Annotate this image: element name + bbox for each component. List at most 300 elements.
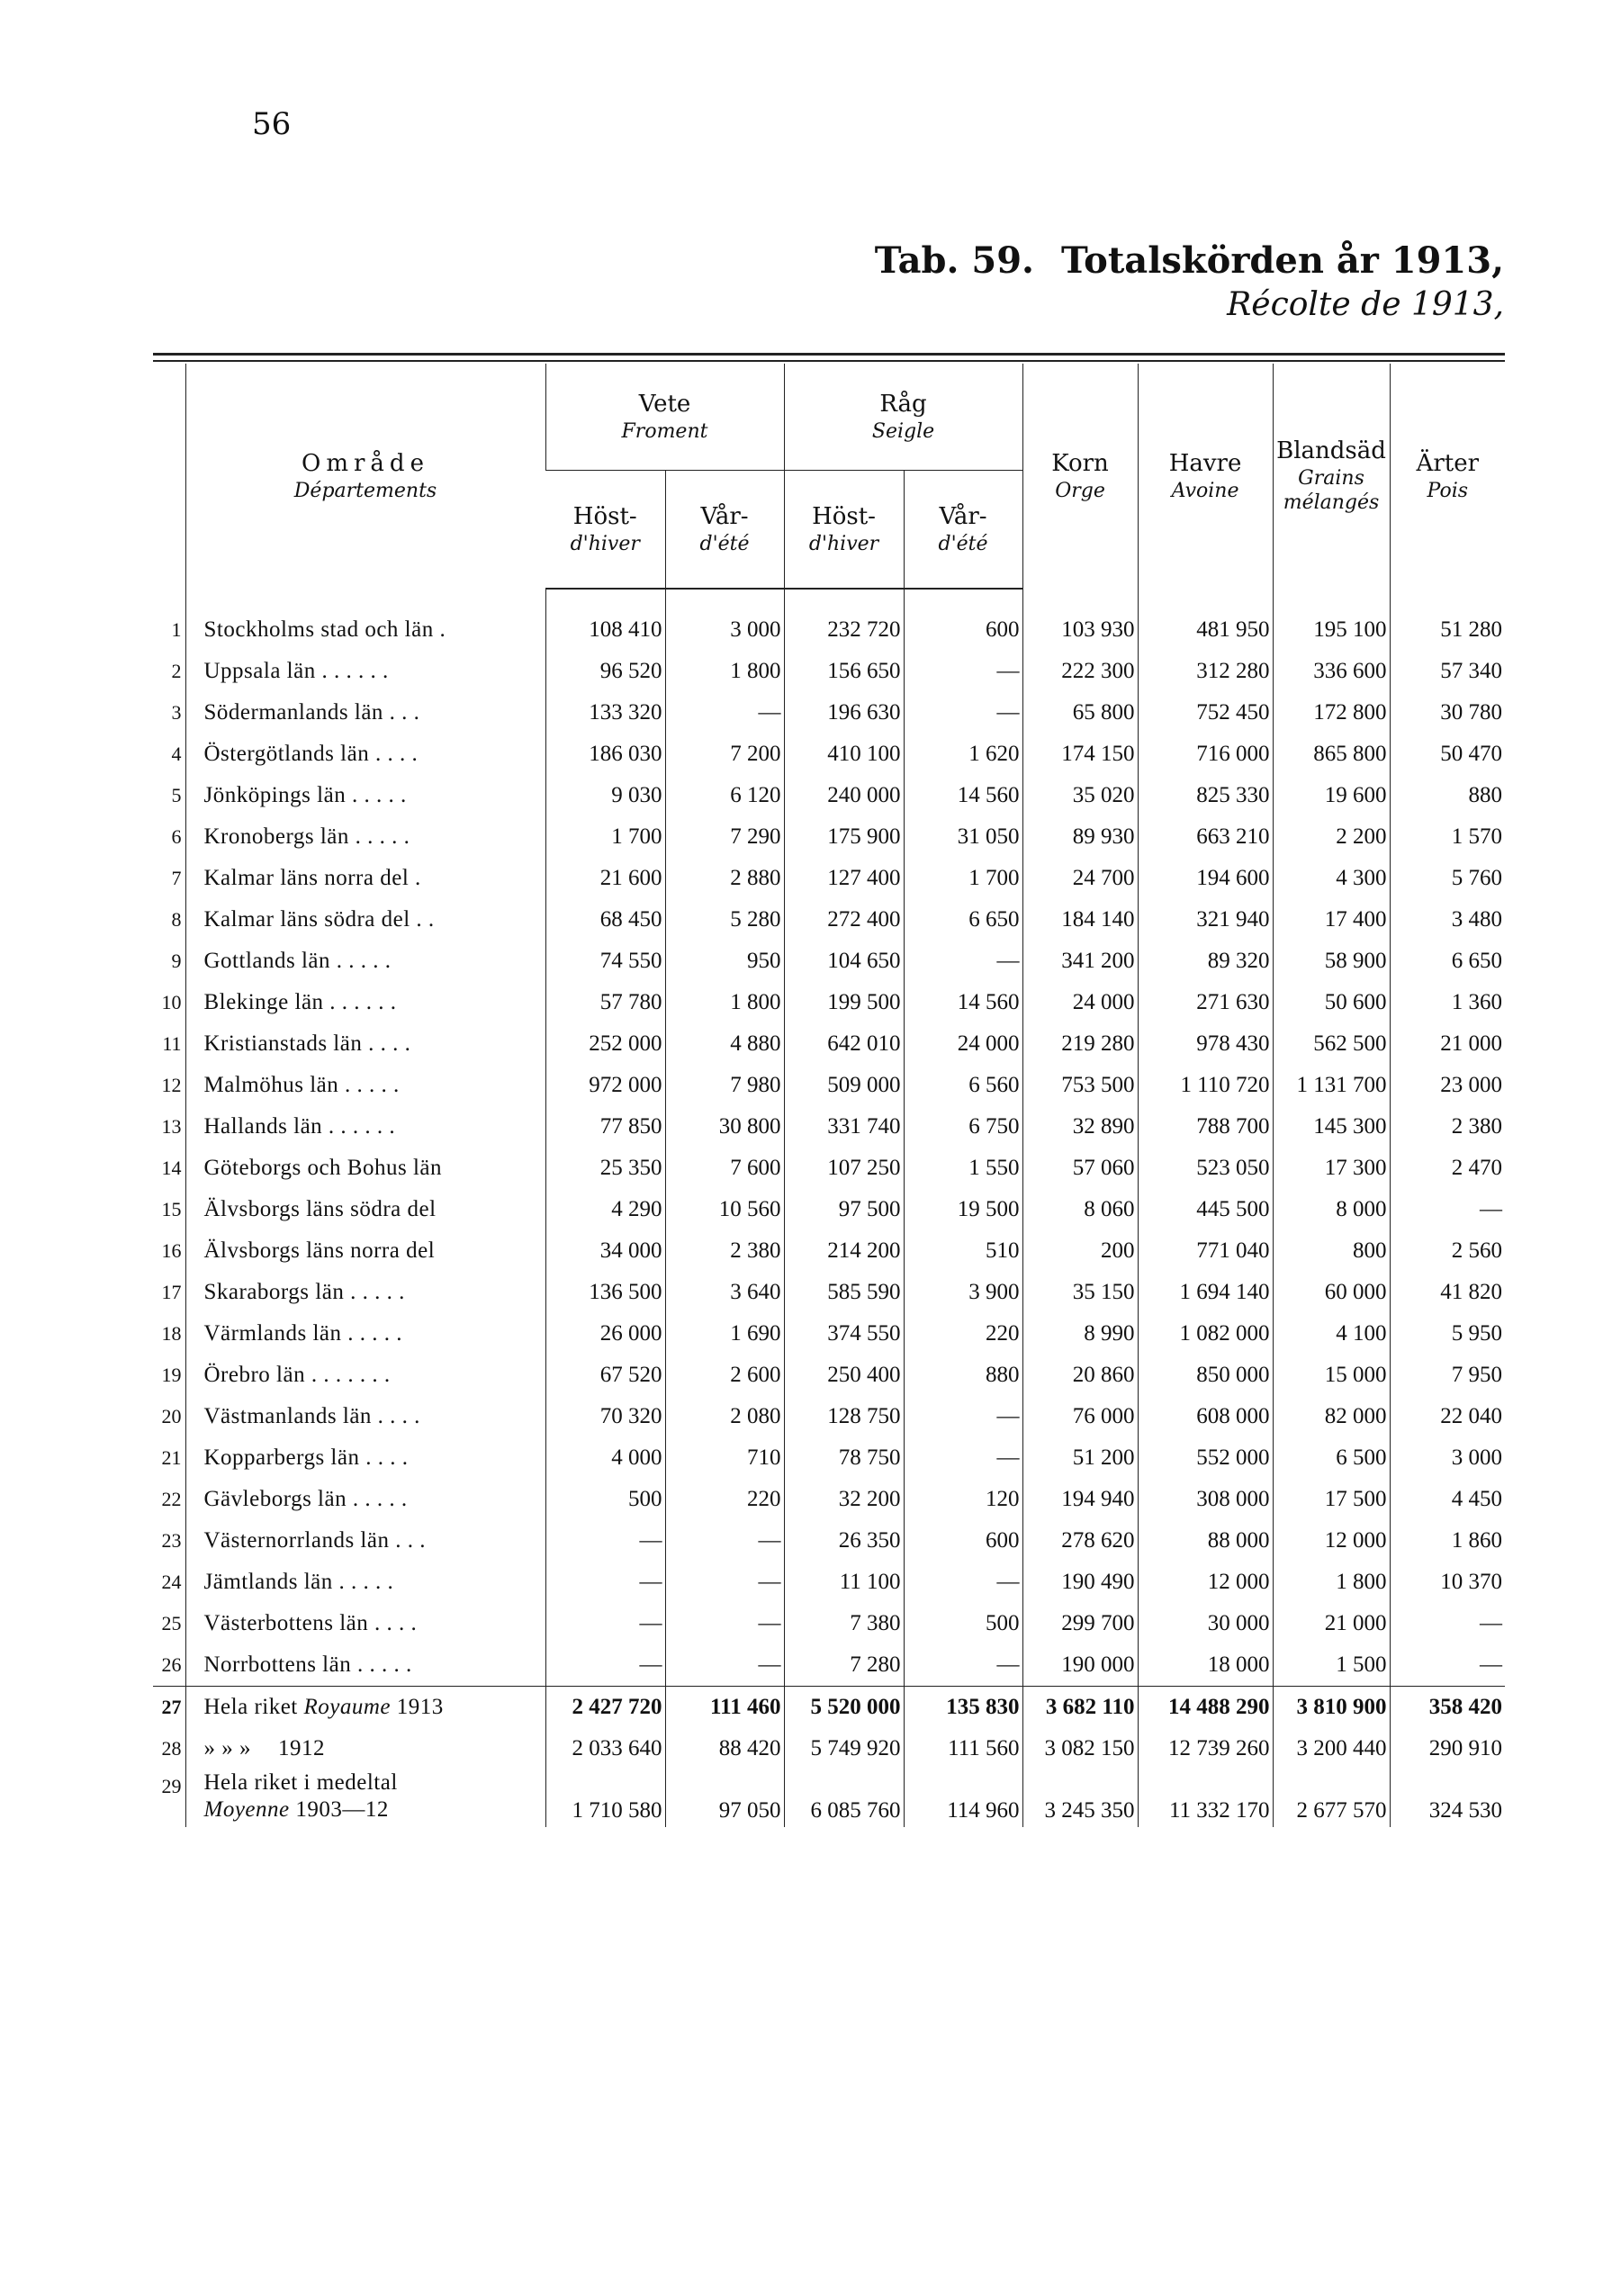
- rag-host-cell: 199 500: [784, 982, 904, 1023]
- row-number: 23: [161, 1529, 182, 1552]
- blandsad-cell: 800: [1273, 1230, 1390, 1272]
- table-row: [153, 1230, 1505, 1272]
- arter-cell: 51 280: [1390, 609, 1505, 651]
- rag-host-cell: 196 630: [784, 692, 904, 734]
- row-number: 8: [171, 908, 182, 931]
- row-number: 4: [171, 743, 182, 765]
- area-name: Hallands län . . . . . .: [185, 1106, 545, 1148]
- blandsad-cell: 195 100: [1273, 609, 1390, 651]
- table-heading: Totalskörden år 1913,: [1060, 239, 1504, 282]
- area-name: Uppsala län . . . . . .: [185, 651, 545, 692]
- table-row: [153, 816, 1505, 858]
- havre-cell: 716 000: [1138, 734, 1273, 775]
- arter-cell: 880: [1390, 775, 1505, 816]
- korn-cell: 24 000: [1022, 982, 1138, 1023]
- havre-cell: 850 000: [1138, 1355, 1273, 1396]
- blandsad-cell: 19 600: [1273, 775, 1390, 816]
- rag-var-cell: 880: [904, 1355, 1022, 1396]
- blandsad-cell: 8 000: [1273, 1189, 1390, 1230]
- table-row: [153, 1189, 1505, 1230]
- arter-cell: 6 650: [1390, 941, 1505, 982]
- vete-var-average: 97 050: [665, 1769, 784, 1827]
- havre-average: 11 332 170: [1138, 1769, 1273, 1827]
- vete-var-cell: —: [665, 692, 784, 734]
- rag-var-cell: 510: [904, 1230, 1022, 1272]
- rag-var-cell: 1 700: [904, 858, 1022, 899]
- rag-label: Råg: [879, 391, 927, 418]
- table-row: [153, 1644, 1505, 1687]
- total-label: [185, 1687, 545, 1729]
- row-number: 9: [171, 950, 182, 972]
- area-name: Östergötlands län . . . .: [185, 734, 545, 775]
- korn-cell: 190 490: [1022, 1562, 1138, 1603]
- rag-host-cell: 128 750: [784, 1396, 904, 1437]
- vete-host-cell: 67 520: [545, 1355, 665, 1396]
- rag-host-cell: 97 500: [784, 1189, 904, 1230]
- top-rule-thin: [153, 360, 1505, 362]
- rag-host-cell: 7 380: [784, 1603, 904, 1644]
- area-name: Kronobergs län . . . . .: [185, 816, 545, 858]
- blandsad-average: 2 677 570: [1273, 1769, 1390, 1827]
- average-row: [153, 1769, 1505, 1827]
- vete-host-cell: 68 450: [545, 899, 665, 941]
- rag-var-header: [904, 471, 1022, 590]
- table-title: [875, 239, 1504, 282]
- area-name: Jönköpings län . . . . .: [185, 775, 545, 816]
- table-row: [153, 1562, 1505, 1603]
- rag-host-cell: 250 400: [784, 1355, 904, 1396]
- row-number: 7: [171, 867, 182, 889]
- vete-var-cell: 6 120: [665, 775, 784, 816]
- korn-cell: 8 060: [1022, 1189, 1138, 1230]
- rag-host-cell: 107 250: [784, 1148, 904, 1189]
- table-row: [153, 1023, 1505, 1065]
- korn-fr: Orge: [1055, 479, 1105, 502]
- rag-var-1912: 111 560: [904, 1728, 1022, 1769]
- vete-var-cell: 220: [665, 1479, 784, 1520]
- vete-var-cell: 950: [665, 941, 784, 982]
- area-name: Kalmar läns södra del . .: [185, 899, 545, 941]
- vete-var-1912: 88 420: [665, 1728, 784, 1769]
- blandsad-cell: 17 500: [1273, 1479, 1390, 1520]
- rag-fr: Seigle: [871, 419, 935, 443]
- table-row: [153, 941, 1505, 982]
- arter-cell: —: [1390, 1644, 1505, 1687]
- vete-host-cell: 9 030: [545, 775, 665, 816]
- area-name: Älvsborgs läns södra del: [185, 1189, 545, 1230]
- havre-cell: 752 450: [1138, 692, 1273, 734]
- blandsad-cell: 865 800: [1273, 734, 1390, 775]
- rag-header: [784, 364, 1022, 471]
- rag-var-cell: 3 900: [904, 1272, 1022, 1313]
- area-name: Göteborgs och Bohus län: [185, 1148, 545, 1189]
- havre-cell: 788 700: [1138, 1106, 1273, 1148]
- page-number: 56: [252, 106, 292, 142]
- rag-host-cell: 156 650: [784, 651, 904, 692]
- table-row: [153, 1437, 1505, 1479]
- blandsad-cell: 82 000: [1273, 1396, 1390, 1437]
- area-name: Västernorrlands län . . .: [185, 1520, 545, 1562]
- rag-var-cell: 600: [904, 609, 1022, 651]
- table-number: Tab. 59.: [874, 239, 1034, 282]
- row-number: 6: [171, 825, 182, 848]
- vete-var-cell: 7 200: [665, 734, 784, 775]
- korn-cell: 8 990: [1022, 1313, 1138, 1355]
- blandsad-cell: 12 000: [1273, 1520, 1390, 1562]
- vete-var-cell: 7 290: [665, 816, 784, 858]
- area-name: Blekinge län . . . . . .: [185, 982, 545, 1023]
- area-header: [185, 364, 545, 589]
- vete-host-cell: 96 520: [545, 651, 665, 692]
- vete-host-cell: 4 290: [545, 1189, 665, 1230]
- vete-var-fr: d'été: [699, 532, 750, 555]
- total-row-1912: [153, 1728, 1505, 1769]
- vete-host-cell: 500: [545, 1479, 665, 1520]
- rag-var-cell: 14 560: [904, 775, 1022, 816]
- table-row: [153, 1520, 1505, 1562]
- arter-header: [1390, 364, 1505, 589]
- table-row: [153, 1313, 1505, 1355]
- vete-host-cell: 186 030: [545, 734, 665, 775]
- arter-cell: 3 480: [1390, 899, 1505, 941]
- row-number: 5: [171, 784, 182, 806]
- vete-host-average: 1 710 580: [545, 1769, 665, 1827]
- vete-host-cell: 133 320: [545, 692, 665, 734]
- row-number: 24: [161, 1571, 182, 1593]
- rag-host-fr: d'hiver: [808, 532, 879, 555]
- table-row: [153, 1272, 1505, 1313]
- area-name: Gottlands län . . . . .: [185, 941, 545, 982]
- area-name: Stockholms stad och län .: [185, 609, 545, 651]
- average-years: 1903—12: [295, 1797, 389, 1822]
- arter-cell: 5 760: [1390, 858, 1505, 899]
- rag-var-cell: 6 650: [904, 899, 1022, 941]
- vete-host-cell: 25 350: [545, 1148, 665, 1189]
- rag-var-cell: 24 000: [904, 1023, 1022, 1065]
- vete-var-cell: —: [665, 1603, 784, 1644]
- korn-cell: 219 280: [1022, 1023, 1138, 1065]
- korn-cell: 35 020: [1022, 775, 1138, 816]
- average-label-sv: Hela riket i medeltal: [203, 1770, 398, 1795]
- arter-cell: 21 000: [1390, 1023, 1505, 1065]
- vete-var-cell: 30 800: [665, 1106, 784, 1148]
- table-row: [153, 1396, 1505, 1437]
- arter-cell: 4 450: [1390, 1479, 1505, 1520]
- havre-label: Havre: [1168, 450, 1242, 477]
- rag-host-cell: 585 590: [784, 1272, 904, 1313]
- table-row: [153, 858, 1505, 899]
- table-row: [153, 609, 1505, 651]
- korn-cell: 190 000: [1022, 1644, 1138, 1687]
- row-number-header: [153, 364, 185, 589]
- area-name: Skaraborgs län . . . . .: [185, 1272, 545, 1313]
- vete-var-cell: 2 600: [665, 1355, 784, 1396]
- rag-host-cell: 642 010: [784, 1023, 904, 1065]
- arter-1912: 290 910: [1390, 1728, 1505, 1769]
- arter-cell: 41 820: [1390, 1272, 1505, 1313]
- area-name: Kalmar läns norra del .: [185, 858, 545, 899]
- rag-host-cell: 331 740: [784, 1106, 904, 1148]
- vete-var-cell: 2 380: [665, 1230, 784, 1272]
- rag-host-cell: 214 200: [784, 1230, 904, 1272]
- havre-cell: 608 000: [1138, 1396, 1273, 1437]
- vete-var-cell: 2 880: [665, 858, 784, 899]
- korn-cell: 89 930: [1022, 816, 1138, 858]
- vete-var-cell: —: [665, 1562, 784, 1603]
- vete-host-cell: —: [545, 1603, 665, 1644]
- blandsad-cell: 50 600: [1273, 982, 1390, 1023]
- rag-var-cell: 6 750: [904, 1106, 1022, 1148]
- total-label-fr: Royaume: [303, 1695, 392, 1719]
- row-number: 20: [161, 1405, 182, 1427]
- row-number: 27: [153, 1687, 185, 1729]
- area-name: Örebro län . . . . . . .: [185, 1355, 545, 1396]
- korn-cell: 76 000: [1022, 1396, 1138, 1437]
- rag-var-cell: 6 560: [904, 1065, 1022, 1106]
- row-number: 10: [161, 991, 182, 1013]
- arter-cell: 50 470: [1390, 734, 1505, 775]
- row-number: 25: [161, 1612, 182, 1634]
- rag-var-cell: 120: [904, 1479, 1022, 1520]
- rag-var-cell: —: [904, 692, 1022, 734]
- havre-cell: 663 210: [1138, 816, 1273, 858]
- vete-label: Vete: [638, 391, 691, 418]
- korn-cell: 194 940: [1022, 1479, 1138, 1520]
- arter-total: 358 420: [1390, 1687, 1505, 1729]
- vete-var-cell: 5 280: [665, 899, 784, 941]
- harvest-table: [153, 364, 1505, 1827]
- row-number: 21: [161, 1446, 182, 1469]
- korn-cell: 103 930: [1022, 609, 1138, 651]
- ditto-marks: » » »: [203, 1736, 251, 1760]
- table-row: [153, 1148, 1505, 1189]
- area-name: Jämtlands län . . . . .: [185, 1562, 545, 1603]
- blandsad-fr: Grains mélangés: [1283, 466, 1380, 515]
- rag-host-cell: 32 200: [784, 1479, 904, 1520]
- rag-host-cell: 78 750: [784, 1437, 904, 1479]
- row-number: 3: [171, 701, 182, 724]
- havre-cell: 481 950: [1138, 609, 1273, 651]
- vete-header: [545, 364, 784, 471]
- arter-cell: 1 860: [1390, 1520, 1505, 1562]
- havre-cell: 1 694 140: [1138, 1272, 1273, 1313]
- rag-var-total: 135 830: [904, 1687, 1022, 1729]
- blandsad-cell: 4 300: [1273, 858, 1390, 899]
- rag-host-cell: 410 100: [784, 734, 904, 775]
- havre-cell: 12 000: [1138, 1562, 1273, 1603]
- arter-cell: 2 470: [1390, 1148, 1505, 1189]
- arter-cell: 1 570: [1390, 816, 1505, 858]
- blandsad-cell: 2 200: [1273, 816, 1390, 858]
- row-number: 18: [161, 1322, 182, 1345]
- area-header-fr: Départements: [293, 479, 437, 502]
- rag-var-fr: d'été: [938, 532, 988, 555]
- rag-var-average: 114 960: [904, 1769, 1022, 1827]
- area-name: Södermanlands län . . .: [185, 692, 545, 734]
- korn-cell: 222 300: [1022, 651, 1138, 692]
- havre-fr: Avoine: [1171, 479, 1239, 502]
- table-row: [153, 899, 1505, 941]
- arter-cell: 2 560: [1390, 1230, 1505, 1272]
- korn-header: [1022, 364, 1138, 589]
- table-body: [153, 589, 1505, 1827]
- rag-var-cell: 500: [904, 1603, 1022, 1644]
- arter-average: 324 530: [1390, 1769, 1505, 1827]
- arter-fr: Pois: [1427, 479, 1469, 502]
- row-number: 2: [171, 660, 182, 682]
- row-number: 29: [161, 1775, 182, 1797]
- blandsad-label: Blandsäd: [1276, 437, 1386, 465]
- korn-cell: 753 500: [1022, 1065, 1138, 1106]
- havre-cell: 312 280: [1138, 651, 1273, 692]
- blandsad-cell: 21 000: [1273, 1603, 1390, 1644]
- blandsad-cell: 145 300: [1273, 1106, 1390, 1148]
- vete-host-total: 2 427 720: [545, 1687, 665, 1729]
- korn-cell: 57 060: [1022, 1148, 1138, 1189]
- vete-host-cell: 57 780: [545, 982, 665, 1023]
- havre-1912: 12 739 260: [1138, 1728, 1273, 1769]
- vete-host-cell: 972 000: [545, 1065, 665, 1106]
- blandsad-cell: 336 600: [1273, 651, 1390, 692]
- korn-cell: 32 890: [1022, 1106, 1138, 1148]
- rag-host-cell: 374 550: [784, 1313, 904, 1355]
- korn-cell: 65 800: [1022, 692, 1138, 734]
- vete-var-header: [665, 471, 784, 590]
- korn-total: 3 682 110: [1022, 1687, 1138, 1729]
- table-row: [153, 1106, 1505, 1148]
- total-1912-year: 1912: [278, 1736, 325, 1760]
- korn-cell: 24 700: [1022, 858, 1138, 899]
- rag-host-1912: 5 749 920: [784, 1728, 904, 1769]
- table-row: [153, 982, 1505, 1023]
- area-name: Kopparbergs län . . . .: [185, 1437, 545, 1479]
- rag-host-cell: 509 000: [784, 1065, 904, 1106]
- blandsad-cell: 58 900: [1273, 941, 1390, 982]
- korn-cell: 299 700: [1022, 1603, 1138, 1644]
- table-row: [153, 775, 1505, 816]
- havre-cell: 552 000: [1138, 1437, 1273, 1479]
- row-number: 28: [161, 1737, 182, 1760]
- korn-cell: 20 860: [1022, 1355, 1138, 1396]
- area-name: Västerbottens län . . . .: [185, 1603, 545, 1644]
- havre-cell: 523 050: [1138, 1148, 1273, 1189]
- total-row-1913: [153, 1687, 1505, 1729]
- table-subtitle: Récolte de 1913,: [1227, 286, 1504, 323]
- vete-host-cell: —: [545, 1644, 665, 1687]
- vete-host-cell: 108 410: [545, 609, 665, 651]
- table-row: [153, 1355, 1505, 1396]
- area-name: Västmanlands län . . . .: [185, 1396, 545, 1437]
- blandsad-cell: 1 500: [1273, 1644, 1390, 1687]
- rag-var-cell: —: [904, 1437, 1022, 1479]
- vete-var-cell: 2 080: [665, 1396, 784, 1437]
- row-number: 12: [161, 1074, 182, 1096]
- havre-cell: 308 000: [1138, 1479, 1273, 1520]
- rag-host-cell: 175 900: [784, 816, 904, 858]
- vete-var-cell: 1 800: [665, 982, 784, 1023]
- blandsad-cell: 172 800: [1273, 692, 1390, 734]
- vete-host-1912: 2 033 640: [545, 1728, 665, 1769]
- arter-cell: 5 950: [1390, 1313, 1505, 1355]
- vete-var-cell: 3 000: [665, 609, 784, 651]
- blandsad-header: [1273, 364, 1390, 589]
- vete-host-cell: 77 850: [545, 1106, 665, 1148]
- vete-host-cell: 21 600: [545, 858, 665, 899]
- area-name: Kristianstads län . . . .: [185, 1023, 545, 1065]
- vete-host-header: [545, 471, 665, 590]
- arter-cell: 10 370: [1390, 1562, 1505, 1603]
- havre-header: [1138, 364, 1273, 589]
- vete-var-cell: 3 640: [665, 1272, 784, 1313]
- rag-host-cell: 7 280: [784, 1644, 904, 1687]
- row-number: 15: [161, 1198, 182, 1220]
- korn-cell: 278 620: [1022, 1520, 1138, 1562]
- blandsad-cell: 6 500: [1273, 1437, 1390, 1479]
- rag-host-cell: 26 350: [784, 1520, 904, 1562]
- vete-var-cell: 7 600: [665, 1148, 784, 1189]
- average-label: [185, 1769, 545, 1827]
- vete-host-cell: —: [545, 1520, 665, 1562]
- arter-cell: 30 780: [1390, 692, 1505, 734]
- korn-cell: 341 200: [1022, 941, 1138, 982]
- vete-fr: Froment: [621, 419, 708, 443]
- rag-var-cell: —: [904, 1562, 1022, 1603]
- korn-cell: 174 150: [1022, 734, 1138, 775]
- vete-host-label: Höst-: [572, 503, 637, 530]
- vete-host-cell: 252 000: [545, 1023, 665, 1065]
- havre-cell: 1 082 000: [1138, 1313, 1273, 1355]
- area-name: Gävleborgs län . . . . .: [185, 1479, 545, 1520]
- blandsad-1912: 3 200 440: [1273, 1728, 1390, 1769]
- arter-cell: 22 040: [1390, 1396, 1505, 1437]
- row-number: 14: [161, 1157, 182, 1179]
- area-header-label: Område: [302, 450, 429, 477]
- havre-cell: 89 320: [1138, 941, 1273, 982]
- rag-host-cell: 127 400: [784, 858, 904, 899]
- arter-cell: 2 380: [1390, 1106, 1505, 1148]
- rag-var-cell: —: [904, 1644, 1022, 1687]
- havre-cell: 771 040: [1138, 1230, 1273, 1272]
- vete-var-cell: 710: [665, 1437, 784, 1479]
- arter-cell: —: [1390, 1189, 1505, 1230]
- table-row: [153, 1479, 1505, 1520]
- rag-var-label: Vår-: [939, 503, 987, 530]
- row-number: 19: [161, 1364, 182, 1386]
- rag-var-cell: 19 500: [904, 1189, 1022, 1230]
- area-name: Värmlands län . . . . .: [185, 1313, 545, 1355]
- vete-host-cell: 1 700: [545, 816, 665, 858]
- table-row: [153, 1065, 1505, 1106]
- havre-total: 14 488 290: [1138, 1687, 1273, 1729]
- table-row: [153, 692, 1505, 734]
- korn-cell: 35 150: [1022, 1272, 1138, 1313]
- rag-var-cell: 1 550: [904, 1148, 1022, 1189]
- havre-cell: 445 500: [1138, 1189, 1273, 1230]
- rag-host-cell: 240 000: [784, 775, 904, 816]
- vete-host-cell: —: [545, 1562, 665, 1603]
- total-1912-label: [185, 1728, 545, 1769]
- vete-var-cell: 1 800: [665, 651, 784, 692]
- rag-host-average: 6 085 760: [784, 1769, 904, 1827]
- havre-cell: 978 430: [1138, 1023, 1273, 1065]
- rag-var-cell: —: [904, 651, 1022, 692]
- arter-cell: 1 360: [1390, 982, 1505, 1023]
- rag-var-cell: 600: [904, 1520, 1022, 1562]
- rag-var-cell: 220: [904, 1313, 1022, 1355]
- total-year: 1913: [396, 1695, 444, 1719]
- korn-label: Korn: [1051, 450, 1109, 477]
- korn-cell: 200: [1022, 1230, 1138, 1272]
